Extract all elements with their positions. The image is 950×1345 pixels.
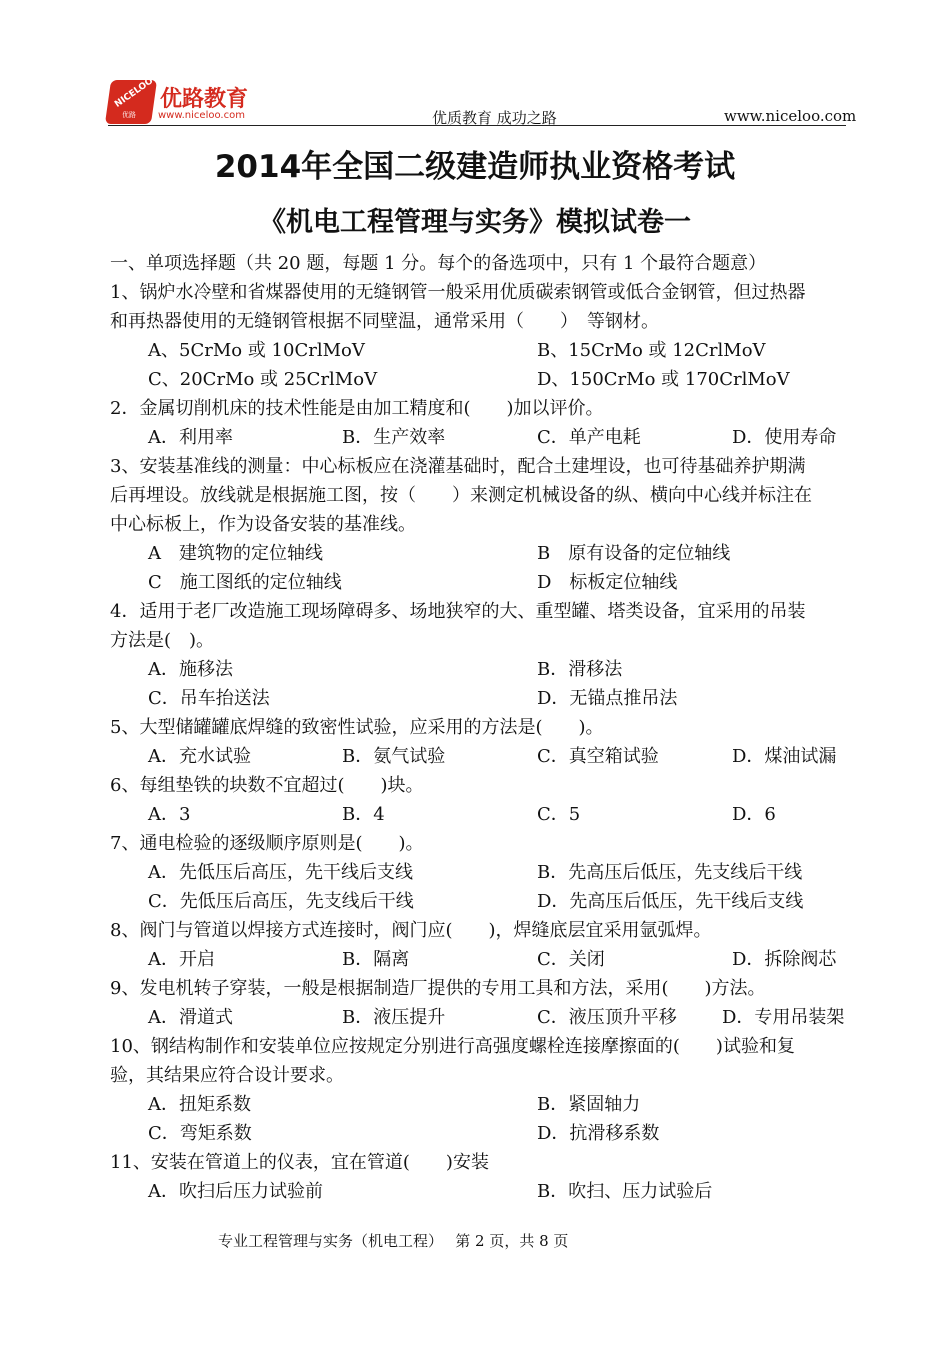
question-text: 1、锅炉水冷壁和省煤器使用的无缝钢管一般采用优质碳索钢管或低合金钢管，但过热器 — [110, 282, 806, 303]
option-b: B．紧固轴力 — [537, 1094, 641, 1115]
question-text: 11、安装在管道上的仪表，宜在管道( )安装 — [110, 1152, 489, 1173]
option-d: D．煤油试漏 — [732, 746, 837, 767]
logo-url: www.niceloo.com — [158, 110, 245, 121]
question-text: 2．金属切削机床的技术性能是由加工精度和( )加以评价。 — [110, 398, 604, 419]
option-c: C 施工图纸的定位轴线 — [148, 572, 342, 593]
option-d: D．抗滑移系数 — [537, 1123, 660, 1144]
option-c: C．关闭 — [537, 949, 605, 970]
option-c: C．5 — [537, 804, 581, 825]
section-heading: 一、单项选择题（共 20 题，每题 1 分。每个的备选项中，只有 1 个最符合题意） — [110, 253, 767, 274]
header-divider — [108, 125, 846, 126]
option-b: B、15CrMo 或 12CrlMoV — [537, 340, 766, 361]
option-b: B 原有设备的定位轴线 — [537, 543, 731, 564]
option-d: D．拆除阀芯 — [732, 949, 837, 970]
option-a: A．扭矩系数 — [148, 1094, 251, 1115]
paper-title: 《机电工程管理与实务》模拟试卷一 — [259, 207, 691, 238]
option-a: A．开启 — [148, 949, 215, 970]
page-footer: 专业工程管理与实务（机电工程） 第 2 页，共 8 页 — [218, 1232, 569, 1250]
exam-title: 2014年全国二级建造师执业资格考试 — [214, 149, 736, 185]
header-site-link[interactable]: www.niceloo.com — [724, 107, 857, 125]
question-text: 7、通电检验的逐级顺序原则是( )。 — [110, 833, 424, 854]
question-text: 中心标板上，作为设备安装的基准线。 — [110, 514, 416, 535]
question-text: 10、钢结构制作和安装单位应按规定分别进行高强度螺栓连接摩擦面的( )试验和复 — [110, 1036, 795, 1057]
option-d: D、150CrMo 或 170CrlMoV — [537, 369, 790, 390]
question-text: 后再埋设。放线就是根据施工图，按（ ）来测定机械设备的纵、横向中心线并标注在 — [110, 485, 812, 506]
option-c: C．吊车抬送法 — [148, 688, 270, 709]
question-text: 4．适用于老厂改造施工现场障碍多、场地狭窄的大、重型罐、塔类设备，宜采用的吊装 — [110, 601, 806, 622]
question-text: 6、每组垫铁的块数不宜超过( )块。 — [110, 775, 424, 796]
question-text: 5、大型储罐罐底焊缝的致密性试验，应采用的方法是( )。 — [110, 717, 604, 738]
option-b: B．液压提升 — [342, 1007, 446, 1028]
option-c: C．先低压后高压，先支线后干线 — [148, 891, 414, 912]
option-b: B．氨气试验 — [342, 746, 446, 767]
option-c: C．液压顶升平移 — [537, 1007, 677, 1028]
option-b: B．滑移法 — [537, 659, 623, 680]
question-text: 3、安装基准线的测量：中心标板应在浇灌基础时，配合土建埋设，也可待基础养护期满 — [110, 456, 806, 477]
option-a: A．利用率 — [148, 427, 233, 448]
option-b: B．吹扫、压力试验后 — [537, 1181, 713, 1202]
option-d: D．6 — [732, 804, 776, 825]
option-a: A．先低压后高压，先干线后支线 — [148, 862, 413, 883]
option-b: B．生产效率 — [342, 427, 446, 448]
logo-name: 优路教育 — [160, 87, 249, 112]
option-b: B．4 — [342, 804, 385, 825]
question-text: 8、阀门与管道以焊接方式连接时，阀门应( )，焊缝底层宜采用氩弧焊。 — [110, 920, 712, 941]
question-text: 验，其结果应符合设计要求。 — [110, 1065, 344, 1086]
option-b: B．隔离 — [342, 949, 410, 970]
niceloo-logo — [108, 76, 258, 126]
option-d: D．先高压后低压，先干线后支线 — [537, 891, 804, 912]
option-b: B．先高压后低压，先支线后干线 — [537, 862, 803, 883]
option-d: D．无锚点推吊法 — [537, 688, 678, 709]
option-c: C．真空箱试验 — [537, 746, 659, 767]
logo-badge-sub: 优路 — [122, 111, 136, 119]
question-text: 9、发电机转子穿装，一般是根据制造厂提供的专用工具和方法，采用( )方法。 — [110, 978, 766, 999]
option-a: A．3 — [148, 804, 191, 825]
option-a: A、5CrMo 或 10CrlMoV — [148, 340, 365, 361]
option-d: D．使用寿命 — [732, 427, 837, 448]
option-c: C．弯矩系数 — [148, 1123, 252, 1144]
option-a: A．吹扫后压力试验前 — [148, 1181, 323, 1202]
option-a: A．充水试验 — [148, 746, 251, 767]
header-slogan: 优质教育 成功之路 — [432, 109, 557, 127]
option-a: A．施移法 — [148, 659, 233, 680]
option-c: C、20CrMo 或 25CrlMoV — [148, 369, 378, 390]
option-a: A 建筑物的定位轴线 — [148, 543, 323, 564]
option-d: D．专用吊装架 — [722, 1007, 845, 1028]
option-c: C．单产电耗 — [537, 427, 641, 448]
option-d: D 标板定位轴线 — [537, 572, 678, 593]
option-a: A．滑道式 — [148, 1007, 233, 1028]
question-text: 和再热器使用的无缝钢管根据不同壁温，通常采用（ ） 等钢材。 — [110, 311, 659, 332]
logo-badge-text: NICELOO — [113, 76, 156, 110]
question-text: 方法是( )。 — [110, 630, 215, 651]
